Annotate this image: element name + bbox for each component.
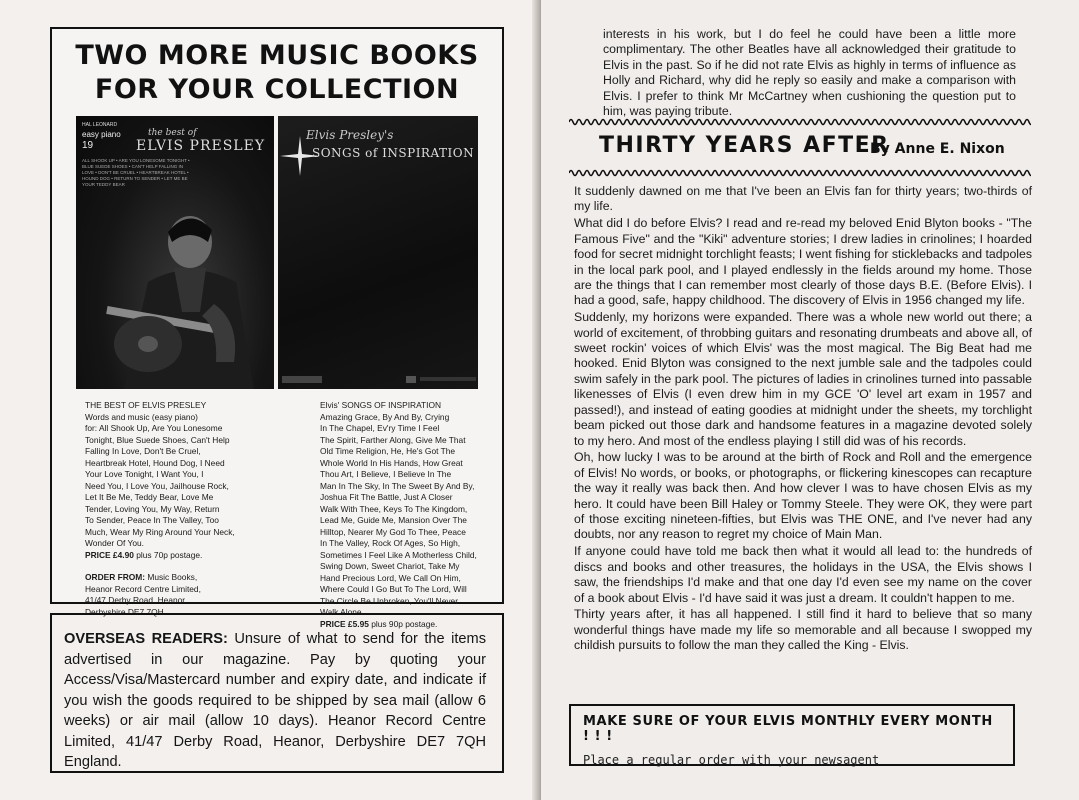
- subscription-callout: [569, 704, 1015, 766]
- article-paragraph: If anyone could have told me back then what it would all lead to: the hundreds of discs and books and other treasures, the holidays in the USA, the Elvis shows I saw, the friendships I'd make and that one day I'd even see my name on the cover of a book about Elvis - I'd have said it was just a dream. It couldn't happen to me.: [574, 544, 1032, 605]
- book2-line: The Circle Be Unbroken, You'll Never: [320, 595, 458, 606]
- book2-price-label: PRICE £5.95: [320, 618, 369, 629]
- elvis-guitar-photo: [104, 212, 274, 389]
- publisher-logo-strip: [282, 376, 472, 383]
- order-line: Derbyshire DE7 7QH.: [85, 606, 166, 617]
- article-byline: By Anne E. Nixon: [870, 141, 1005, 157]
- book2-cover-subtitle: SONGS of INSPIRATION: [312, 146, 475, 160]
- article-paragraph: Oh, how lucky I was to be around at the birth of Rock and Roll and the emergence of Elvis! No words, or books, or photographs, or flickering kinescopes can recapture the way it really was back then. And how clever I was to have chosen Elvis as my hero. It could have been Bill Haley or Tommy Steele. They were OK, they were part of those exciting nineteen-fifties, but Elvis was THE ONE, and I've never had any doubts, nor any reason to regret my choice of Main Man.: [574, 450, 1032, 542]
- book1-line: Need You, I Love You, Jailhouse Rock,: [85, 480, 229, 491]
- book1-name: ELVIS PRESLEY: [136, 138, 266, 154]
- book1-line: Much, Wear My Ring Around Your Neck,: [85, 526, 235, 537]
- book2-line: In The Valley, Rock Of Ages, So High,: [320, 538, 461, 548]
- book1-line: for: All Shook Up, Are You Lonesome: [85, 423, 223, 433]
- book2-line: Walk Alone.: [320, 607, 364, 617]
- book2-line: Lead Me, Guide Me, Mansion Over The: [320, 515, 467, 525]
- book1-price-label: PRICE £4.90: [85, 549, 134, 560]
- order-from-label: ORDER FROM:: [85, 572, 146, 582]
- cta-headline: MAKE SURE OF YOUR ELVIS MONTHLY EVERY MONTH ! ! !: [583, 714, 993, 744]
- book1-cover-songs: ALL SHOOK UP • ARE YOU LONESOME TONIGHT • BLUE SUEDE SHOES • CAN'T HELP FALLING IN LOVE • DON'T BE CRUEL • HEARTBREAK HOTEL • HOUND DOG • RETURN TO SENDER • LET ME BE YOUR TEDDY BEAR: [82, 158, 190, 187]
- overseas-readers-notice: [50, 613, 504, 773]
- book2-line: Amazing Grace, By And By, Crying: [320, 411, 450, 422]
- book1-publisher: HAL LEONARD: [82, 122, 118, 128]
- book1-number: 19: [82, 140, 94, 151]
- book2-line: Swing Down, Sweet Chariot, Take My: [320, 561, 460, 571]
- book-cover-songs-of-inspiration: [278, 116, 478, 389]
- overseas-address: Heanor Record Centre Limited, 41/47 Derby Road, Heanor, Derbyshire DE7 7QH England.: [64, 713, 486, 770]
- advert-title-line1: TWO MORE MUSIC BOOKS: [75, 40, 479, 71]
- article-paragraph: It suddenly dawned on me that I've been an Elvis fan for thirty years; two-thirds of my life.: [574, 184, 1032, 214]
- advert-title-line2: FOR YOUR COLLECTION: [94, 74, 460, 105]
- order-line: Heanor Record Centre Limited,: [85, 583, 201, 594]
- book2-line: Hilltop, Nearer My God To Thee, Peace: [320, 526, 466, 537]
- left-page: [0, 0, 538, 800]
- book1-series: easy piano: [82, 130, 121, 139]
- article-paragraph: What did I do before Elvis? I read and re-read my beloved Enid Blyton books - "The Famous Five" and the "Kiki" adventure stories; I drew ladies in crinolines; I hoarded food for secret midnight torchlight feasts; I went fishing for sticklebacks and tadpoles in the local park pool, and I played endlessly in the fields around my home. Those are the things that I can remember most clearly of those days B.E. (Before Elvis). I had a good, safe, happy childhood. The discovery of Elvis in 1956 changed my life.: [574, 216, 1032, 308]
- article-paragraph: Thirty years after, it has all happened. I still find it hard to believe that so many wonderful things have made my life so memorable and all because I swopped my childish pursuits to follow the man they called the King - Elvis.: [574, 607, 1032, 653]
- book1-subtitle: the best of: [148, 128, 197, 138]
- book2-line: Hand Precious Lord, We Call On Him,: [320, 572, 461, 583]
- book2-line: Sometimes I Feel Like A Motherless Child,: [320, 549, 477, 560]
- article-paragraph: Suddenly, my horizons were expanded. There was a whole new world out there; a world of excitement, of throbbing guitars and resonating drumbeats and above all, of sweet rockin' voices of which Elvis' was the most magical. The Big Beat had me hooked. Enid Blyton was consigned to the next jumble sale and the tadpoles could swim safely in the park pool. The pictures of ladies in crinolines turned into passable likenesses of Elvis (I even drew him in my GCE 'O' level art exam in 1957 and passed!), and instead of eating goodies at midnight under the sheets, my torchlight beam picked out those dark and handsome features in a magazine devoted solely to my hero. And most of the endless playing I still did was of his records.: [574, 310, 1032, 448]
- book-cover-best-of-elvis: [76, 116, 274, 389]
- article-body: [574, 184, 1032, 655]
- music-books-advert: [50, 27, 504, 629]
- book2-line: Man In The Sky, In The Sweet By And By,: [320, 480, 475, 491]
- book1-heading: THE BEST OF ELVIS PRESLEY: [85, 400, 207, 410]
- book1-line: Falling In Love, Don't Be Cruel,: [85, 446, 201, 456]
- advert-title: [52, 39, 502, 107]
- book2-line: Where Could I Go But To The Lord, Will: [320, 584, 467, 594]
- book2-postage: plus 90p postage.: [371, 618, 438, 629]
- book1-description: [85, 400, 285, 618]
- decorative-border-bottom: [569, 168, 1031, 178]
- book2-line: Thou Art, I Believe, I Believe In The: [320, 469, 452, 479]
- book1-line: Tender, Loving You, My Way, Return: [85, 503, 220, 514]
- book2-heading: Elvis' SONGS OF INSPIRATION: [320, 400, 442, 410]
- book1-line: Your Love Tonight, I Want You, I: [85, 469, 204, 479]
- previous-article-ending: interests in his work, but I do feel he could have been a little more complimentary. The other Beatles have all acknowledged their gratitude to Elvis in the past. So if he did not rate Elvis as highly in terms of influence as Holly and Richard, why did he reply so easily and make a comparison with Elvis. I prefer to think Mr McCartney when cushioning the question put to him, was paying tribute.: [603, 27, 1016, 119]
- article-title: THIRTY YEARS AFTER: [599, 133, 890, 158]
- order-line: Music Books,: [147, 572, 198, 582]
- book1-price: [85, 550, 285, 562]
- book2-line: Whole World In His Hands, How Great: [320, 457, 463, 468]
- book1-line: Heartbreak Hotel, Hound Dog, I Need: [85, 457, 225, 468]
- book1-line: To Sender, Peace In The Valley, Too: [85, 515, 219, 525]
- book1-postage: plus 70p postage.: [136, 549, 203, 560]
- book1-line: Wonder Of You.: [85, 538, 144, 548]
- order-from: [85, 572, 285, 584]
- book1-line: Let It Be Me, Teddy Bear, Love Me: [85, 492, 214, 502]
- book2-line: Joshua Fit The Battle, Just A Closer: [320, 492, 453, 502]
- book1-line: Words and music (easy piano): [85, 411, 198, 422]
- book2-line: Walk With Thee, Keys To The Kingdom,: [320, 503, 468, 514]
- book2-description: [320, 400, 496, 630]
- decorative-border-top: [569, 117, 1031, 127]
- book2-line: The Spirit, Farther Along, Give Me That: [320, 434, 466, 445]
- overseas-text: Unsure of what to send for the items advertised in our magazine. Pay by quoting your Access/Visa/Mastercard number and expiry date, and indicate if you wish the goods required to be shipped by sea mail (allow 6 weeks) or air mail (allow 10 days).: [64, 631, 486, 729]
- book2-line: Old Time Religion, He, He's Got The: [320, 446, 456, 456]
- book2-line: In The Chapel, Ev'ry Time I Feel: [320, 423, 440, 433]
- book1-line: Tonight, Blue Suede Shoes, Can't Help: [85, 434, 230, 445]
- book2-cover-title: Elvis Presley's: [306, 128, 394, 142]
- overseas-lead: OVERSEAS READERS:: [64, 631, 228, 647]
- cta-subtext: Place a regular order with your newsagent: [583, 753, 880, 767]
- right-page: [541, 0, 1079, 800]
- order-line: 41/47 Derby Road, Heanor,: [85, 595, 187, 605]
